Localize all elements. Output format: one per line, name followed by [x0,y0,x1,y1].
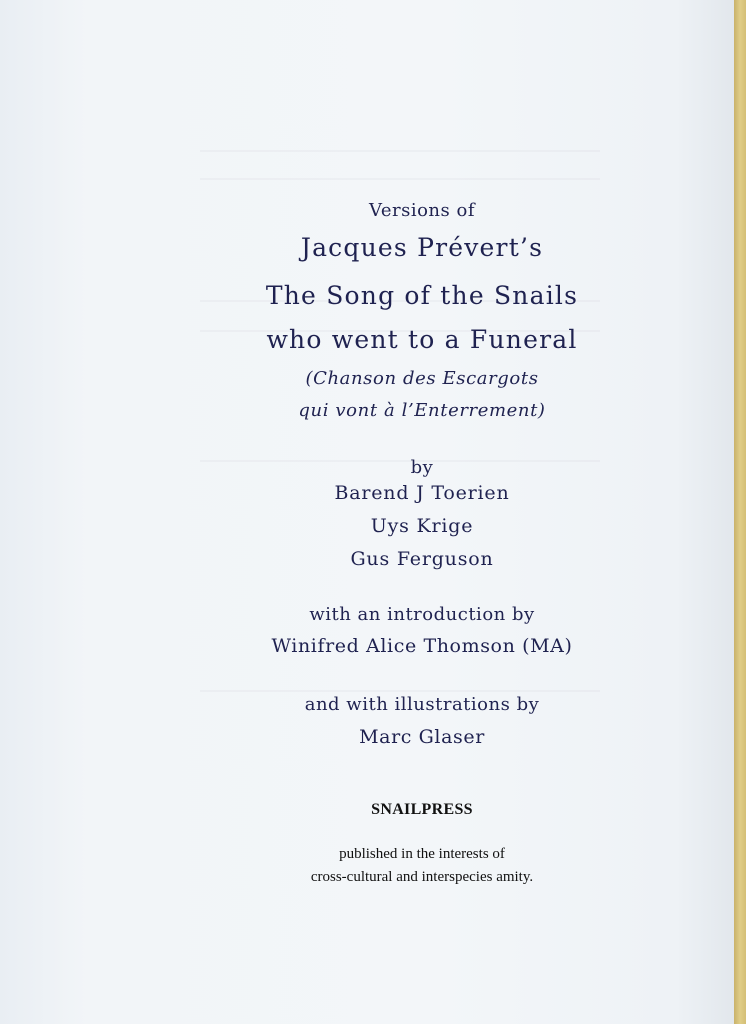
title-line-1: Jacques Prévert’s [300,233,544,262]
author-name: Barend J Toerien [334,482,510,504]
author-name: Gus Ferguson [350,548,494,570]
author-name: Uys Krige [370,515,474,537]
illustrations-label: and with illustrations by [304,694,540,715]
introduction-label: with an introduction by [309,604,535,625]
subtitle-line-2: qui vont à l’Enterrement) [298,400,546,421]
subtitle-line-1: (Chanson des Escargots [305,368,539,389]
publisher-note-line-2: cross-cultural and interspecies amity. [310,869,534,885]
publisher-note-line-1: published in the interests of [339,846,505,862]
introduction-author: Winifred Alice Thomson (MA) [271,635,573,657]
title-line-3: who went to a Funeral [266,325,578,354]
by-text: by [410,457,434,478]
versions-of-text: Versions of [369,200,475,221]
title-line-2: The Song of the Snails [265,281,579,310]
illustrator-name: Marc Glaser [359,726,485,748]
publisher-name: SNAILPRESS [371,801,473,818]
